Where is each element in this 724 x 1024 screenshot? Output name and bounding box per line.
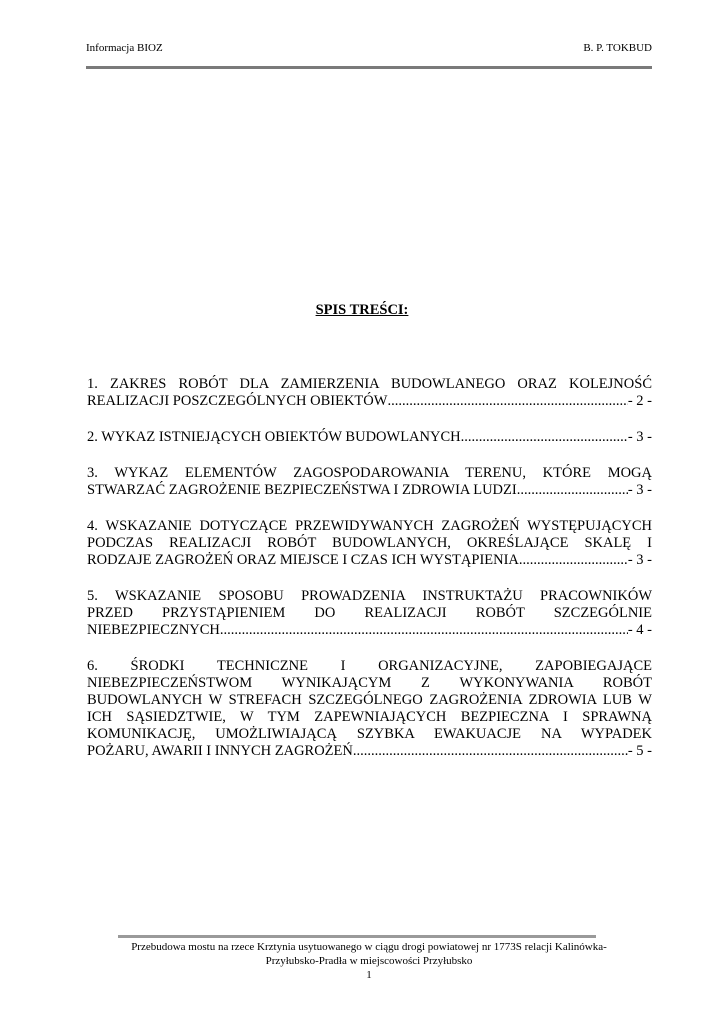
page-number: 1 [366, 969, 372, 981]
toc-entry-line: BUDOWLANYCH W STREFACH SZCZEGÓLNEGO ZAGROŻENIA ZDROWIA LUB W [87, 692, 652, 708]
toc-leader-dots [517, 482, 628, 499]
toc-entry-line: KOMUNIKACJĘ, UMOŻLIWIAJĄCĄ SZYBKA EWAKUACJE NA WYPADEK [87, 726, 652, 742]
toc-entry-text: NIEBEZPIECZNYCH [87, 622, 220, 638]
toc-entry-last-line [87, 429, 652, 446]
toc-entry-text: POŻARU, AWARII I INNYCH ZAGROŻEŃ [87, 743, 353, 759]
toc-entry[interactable] [87, 376, 652, 410]
toc-entry-last-line [87, 393, 652, 410]
toc-entry-line: 6. ŚRODKI TECHNICZNE I ORGANIZACYJNE, ZAPOBIEGAJĄCE [87, 658, 652, 674]
page-footer [86, 940, 652, 982]
toc-entry-text: REALIZACJI POSZCZEGÓLNYCH OBIEKTÓW [87, 393, 388, 409]
toc-entry[interactable] [87, 429, 652, 446]
toc-leader-dots [387, 393, 627, 410]
header-left-text: Informacja BIOZ [86, 42, 163, 54]
toc-entry[interactable] [87, 465, 652, 499]
toc-leader-dots [461, 429, 628, 446]
toc-entry-line: 3. WYKAZ ELEMENTÓW ZAGOSPODAROWANIA TERENU, KTÓRE MOGĄ [87, 465, 652, 481]
header-divider [86, 66, 652, 69]
toc-page-number: - 3 - [627, 552, 652, 568]
toc-entry-last-line [87, 552, 652, 569]
toc-entry-line: 5. WSKAZANIE SPOSOBU PROWADZENIA INSTRUKTAŻU PRACOWNIKÓW [87, 588, 652, 604]
toc-entry[interactable] [87, 658, 652, 760]
toc-entry[interactable] [87, 518, 652, 569]
toc-entry-line: 4. WSKAZANIE DOTYCZĄCE PRZEWIDYWANYCH ZAGROŻEŃ WYSTĘPUJĄCYCH [87, 518, 652, 534]
table-of-contents [87, 376, 652, 779]
toc-leader-dots [220, 622, 628, 639]
toc-page-number: - 4 - [627, 622, 652, 638]
toc-entry-text: RODZAJE ZAGROŻEŃ ORAZ MIEJSCE I CZAS ICH WYSTĄPIENIA [87, 552, 519, 568]
toc-page-number: - 3 - [627, 429, 652, 445]
toc-entry-line: 1. ZAKRES ROBÓT DLA ZAMIERZENIA BUDOWLANEGO ORAZ KOLEJNOŚĆ [87, 376, 652, 392]
toc-page-number: - 5 - [627, 743, 652, 759]
header-right-text: B. P. TOKBUD [583, 42, 652, 54]
toc-entry-line: PRZED PRZYSTĄPIENIEM DO REALIZACJI ROBÓT SZCZEGÓLNIE [87, 605, 652, 621]
toc-entry-last-line [87, 482, 652, 499]
toc-entry-text: 2. WYKAZ ISTNIEJĄCYCH OBIEKTÓW BUDOWLANYCH [87, 429, 461, 445]
toc-title: SPIS TREŚCI: [315, 302, 409, 318]
toc-page-number: - 2 - [627, 393, 652, 409]
toc-leader-dots [519, 552, 628, 569]
toc-page-number: - 3 - [627, 482, 652, 498]
toc-leader-dots [353, 743, 628, 760]
toc-entry-text: STWARZAĆ ZAGROŻENIE BEZPIECZEŃSTWA I ZDROWIA LUDZI [87, 482, 517, 498]
footer-divider [118, 935, 596, 938]
toc-entry-last-line [87, 743, 652, 760]
toc-entry[interactable] [87, 588, 652, 639]
toc-entry-line: ICH SĄSIEDZTWIE, W TYM ZAPEWNIAJĄCYCH BEZPIECZNA I SPRAWNĄ [87, 709, 652, 725]
toc-entry-line: PODCZAS REALIZACJI ROBÓT BUDOWLANYCH, OKREŚLAJĄCE SKALĘ I [87, 535, 652, 551]
toc-entry-last-line [87, 622, 652, 639]
footer-line-1: Przebudowa mostu na rzece Krztynia usytuowanego w ciągu drogi powiatowej nr 1773S relacji Kalinówka- [131, 941, 607, 953]
toc-entry-line: NIEBEZPIECZEŃSTWOM WYNIKAJĄCYM Z WYKONYWANIA ROBÓT [87, 675, 652, 691]
footer-line-2: Przyłubsko-Pradła w miejscowości Przyłubsko [265, 955, 473, 967]
